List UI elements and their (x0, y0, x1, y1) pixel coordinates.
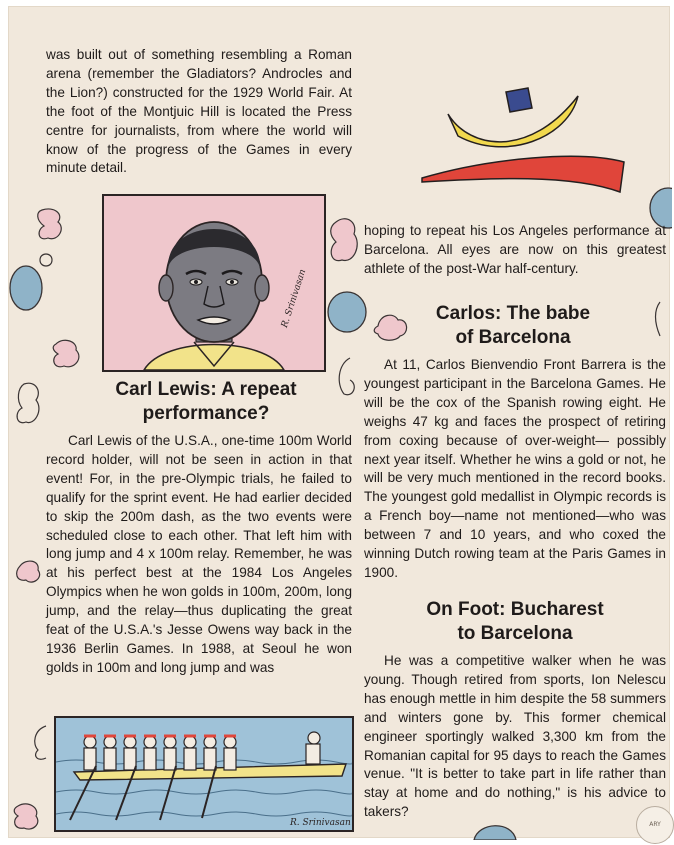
logo-blue-head (506, 88, 532, 112)
pink-squiggle-9 (28, 722, 56, 762)
pink-squiggle-4 (328, 214, 362, 270)
pink-squiggle-2 (36, 250, 56, 270)
on-foot-heading: On Foot: Bucharest to Barcelona (426, 599, 604, 644)
watermark-seal: ARY (636, 806, 674, 844)
logo-red-legs (422, 156, 624, 192)
pink-squiggle-3 (50, 336, 84, 374)
blue-blob-center (326, 290, 368, 334)
barcelona-logo (410, 78, 632, 198)
pink-squiggle-7 (14, 378, 48, 434)
carl-lewis-heading: Carl Lewis: A repeat performance? (115, 379, 297, 424)
mark-right-edge (652, 296, 666, 342)
rowing-illustration-frame (54, 716, 354, 832)
carl-lewis-portrait-frame (102, 194, 326, 372)
rowing-illustration (56, 718, 352, 830)
carl-lewis-portrait (104, 196, 324, 370)
rowing-signature: R. Srinivasan (290, 818, 351, 828)
pink-squiggle-1 (34, 204, 68, 248)
pink-squiggle-10 (10, 798, 44, 834)
carlos-body: At 11, Carlos Bienvendio Front Barrera is the youngest participant in the Barcelona Games. He will be the cox of the Spanish rowing eight. He weighs 47 kg and faces the prospect of retiring from coxing because of over-weight— possibly next year itself. Whether he wins a gold or not, he will be very much mentioned in the record books. The youngest gold medallist in Olympic records is a French boy—name not mentioned—who was between 7 and 10 years, and who coxed the winning Dutch rowing team at the Paris Games in 1900. (364, 357, 666, 580)
magazine-page (8, 6, 670, 838)
intro-paragraph: was built out of something resembling a Roman arena (remember the Gladiators? Androcles and the Lion?) constructed for the 1929 World Fair. At the foot of the Montjuic Hill is located the Press centre for journalists, from where the world will know of the progress of the Games in every minute detail. (46, 47, 352, 176)
carl-lewis-body: Carl Lewis of the U.S.A., one-time 100m World record holder, will not be seen in action in that event! For, in the pre-Olympic trials, he failed to qualify for the sprint event. He had earlier decided to skip the 200m dash, as the two events were scheduled close to each other. That left him with long jump and 4 x 100m relay. Remember, he was at his perfect best at the 1984 Los Angeles Olympics when he won golds in 100m, 200m, long jump, and the relay—thus duplicating the great feat of the U.S.A.'s Jesse Owens way back in the 1936 Berlin Games. In 1988, at Seoul he won golds in 100m and long jump and was (46, 433, 352, 675)
pink-squiggle-5 (372, 312, 412, 342)
pink-squiggle-8 (14, 556, 46, 588)
portrait-signature: R. Srinivasan (280, 268, 309, 330)
pink-squiggle-6 (334, 354, 360, 400)
on-foot-body: He was a competitive walker when he was young. Though retired from sports, Ion Nelescu has enough mettle in him despite the 58 summers and winters gone by. This former chemical engineer sportingly walked 3,300 km from the Romanian capital for 95 days to reach the Games venue. "It is better to take part in life rather than stay at home and do nothing," is his advice to takers? (364, 653, 666, 820)
carl-lewis-continuation: hoping to repeat his Los Angeles performance at Barcelona. All eyes are now on this greatest athlete of the post-War half-century. (364, 223, 666, 276)
carlos-heading: Carlos: The babe of Barcelona (435, 303, 591, 348)
